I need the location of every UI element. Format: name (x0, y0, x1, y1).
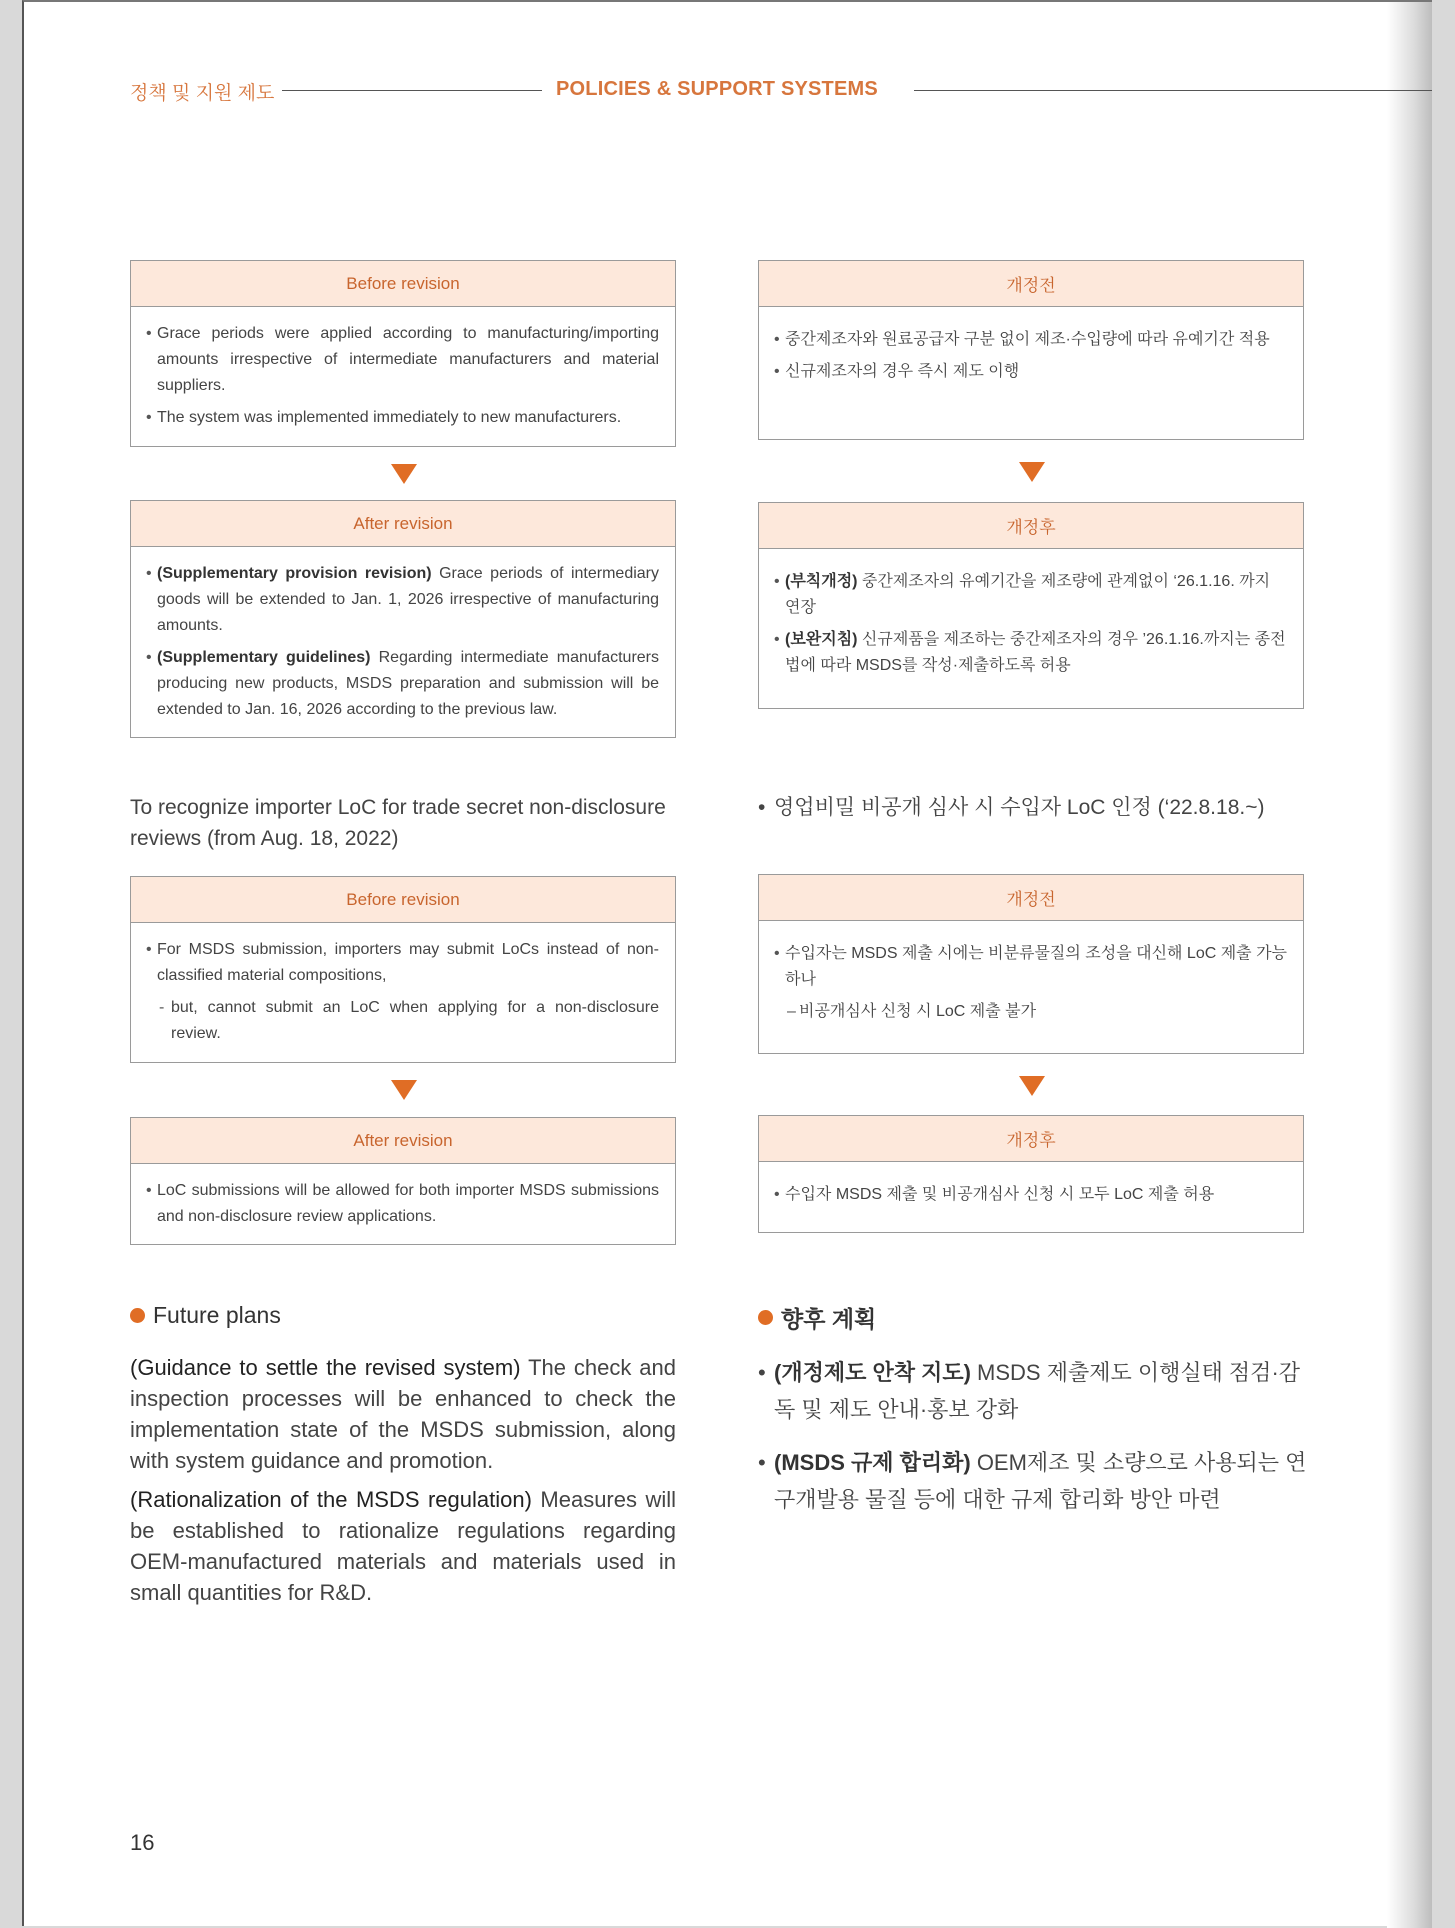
item-text: 신규제품을 제조하는 중간제조자의 경우 ’26.1.16.까지는 종전법에 따라 MSDS를 작성·제출하도록 허용 (785, 631, 1286, 674)
header-divider (282, 90, 542, 91)
list-item (157, 561, 659, 639)
list-item: • 신규제조자의 경우 즉시 제도 이행 (785, 359, 1287, 385)
list-item: • 수입자 MSDS 제출 및 비공개심사 신청 시 모두 LoC 제출 허용 (785, 1182, 1287, 1208)
s2-ko-after-box (758, 1115, 1304, 1233)
list-item: • 중간제조자와 원료공급자 구분 없이 제조·수입량에 따라 유예기간 적용 (785, 327, 1287, 353)
s2-en-intro: To recognize importer LoC for trade secret non-disclosure reviews (from Aug. 18, 2022) (130, 796, 666, 850)
paragraph (130, 1352, 676, 1476)
list-item: • For MSDS submission, importers may submit LoCs instead of non-classified material compositions, (157, 937, 659, 989)
s2-ko-intro: • 영업비밀 비공개 심사 시 수입자 LoC 인정 (‘22.8.18.~) (758, 792, 1334, 823)
page-edge-shadow (1387, 2, 1432, 1928)
box-header: Before revision (131, 261, 675, 307)
future-ko-body (758, 1354, 1318, 1526)
paragraph (758, 1354, 1318, 1428)
para-text: OEM제조 및 소량으로 사용되는 연구개발용 물질 등에 대한 규제 합리화 방안 마련 (774, 1450, 1307, 1512)
s2-en-after-box (130, 1117, 676, 1245)
page-number: 16 (130, 1830, 155, 1855)
list-item (785, 569, 1287, 621)
header-title-en: POLICIES & SUPPORT SYSTEMS (556, 78, 878, 100)
list-item (157, 645, 659, 723)
box-header: After revision (131, 501, 675, 547)
item-text: Grace periods of intermediary goods will be extended to Jan. 1, 2026 irrespective of manufacturing amounts. (157, 565, 660, 634)
future-title-en (130, 1302, 281, 1329)
page-header (130, 78, 1432, 106)
document-page (22, 0, 1432, 1926)
list-item (785, 627, 1287, 679)
box-header: After revision (131, 1118, 675, 1164)
list-subitem: – 비공개심사 신청 시 LoC 제출 불가 (785, 999, 1287, 1025)
para-text: The check and inspection processes will be enhanced to check the implementation state of the MSDS submission, along with system guidance and promotion. (130, 1355, 676, 1473)
para-label: (Rationalization of the MSDS regulation) (130, 1487, 532, 1512)
paragraph (758, 1444, 1318, 1518)
s1-en-after-box (130, 500, 676, 738)
list-item: • The system was implemented immediately to new manufacturers. (157, 405, 659, 431)
box-header: 개정전 (759, 875, 1303, 921)
section-heading: 향후 계획 (781, 1306, 877, 1332)
header-title-ko: 정책 및 지원 제도 (130, 83, 275, 104)
list-item: • Grace periods were applied according to manufacturing/importing amounts irrespective of intermediate manufacturers and material suppliers. (157, 321, 659, 399)
header-divider (914, 90, 1432, 91)
para-text: MSDS 제출제도 이행실태 점검·감독 및 제도 안내·홍보 강화 (774, 1360, 1301, 1422)
item-label: (Supplementary provision revision) (157, 565, 432, 582)
para-label: (MSDS 규제 합리화) (774, 1450, 971, 1475)
down-arrow-icon (1019, 1076, 1045, 1096)
para-label: (개정제도 안착 지도) (774, 1360, 971, 1385)
list-item: • LoC submissions will be allowed for both importer MSDS submissions and non-disclosure review applications. (157, 1178, 659, 1230)
down-arrow-icon (1019, 462, 1045, 482)
item-label: (Supplementary guidelines) (157, 649, 371, 666)
item-text: Regarding intermediate manufacturers producing new products, MSDS preparation and submission will be extended to Jan. 16, 2026 according to the previous law. (157, 649, 660, 718)
box-header: 개정전 (759, 261, 1303, 307)
item-label: (보완지침) (785, 631, 858, 648)
s1-en-before-box (130, 260, 676, 447)
section-heading: Future plans (153, 1302, 281, 1328)
item-text: 중간제조자의 유예기간을 제조량에 관계없이 ‘26.1.16. 까지 연장 (785, 573, 1271, 616)
future-en-body (130, 1352, 676, 1616)
bullet-dot-icon (758, 1310, 773, 1325)
s2-en-before-box (130, 876, 676, 1063)
box-header: 개정후 (759, 503, 1303, 549)
bullet-dot-icon (130, 1308, 145, 1323)
down-arrow-icon (391, 1080, 417, 1100)
box-header: 개정후 (759, 1116, 1303, 1162)
list-subitem: - but, cannot submit an LoC when applying for a non-disclosure review. (157, 995, 659, 1047)
s1-ko-after-box (758, 502, 1304, 709)
paragraph (130, 1484, 676, 1608)
down-arrow-icon (391, 464, 417, 484)
para-label: (Guidance to settle the revised system) (130, 1355, 521, 1380)
s1-ko-before-box (758, 260, 1304, 440)
list-item: • 수입자는 MSDS 제출 시에는 비분류물질의 조성을 대신해 LoC 제출 가능하나 (785, 941, 1287, 993)
para-text: Measures will be established to rationalize regulations regarding OEM-manufactured materials and materials used in small quantities for R&D. (130, 1487, 677, 1605)
box-header: Before revision (131, 877, 675, 923)
s2-ko-before-box (758, 874, 1304, 1054)
item-label: (부칙개정) (785, 573, 858, 590)
future-title-ko (758, 1301, 876, 1334)
